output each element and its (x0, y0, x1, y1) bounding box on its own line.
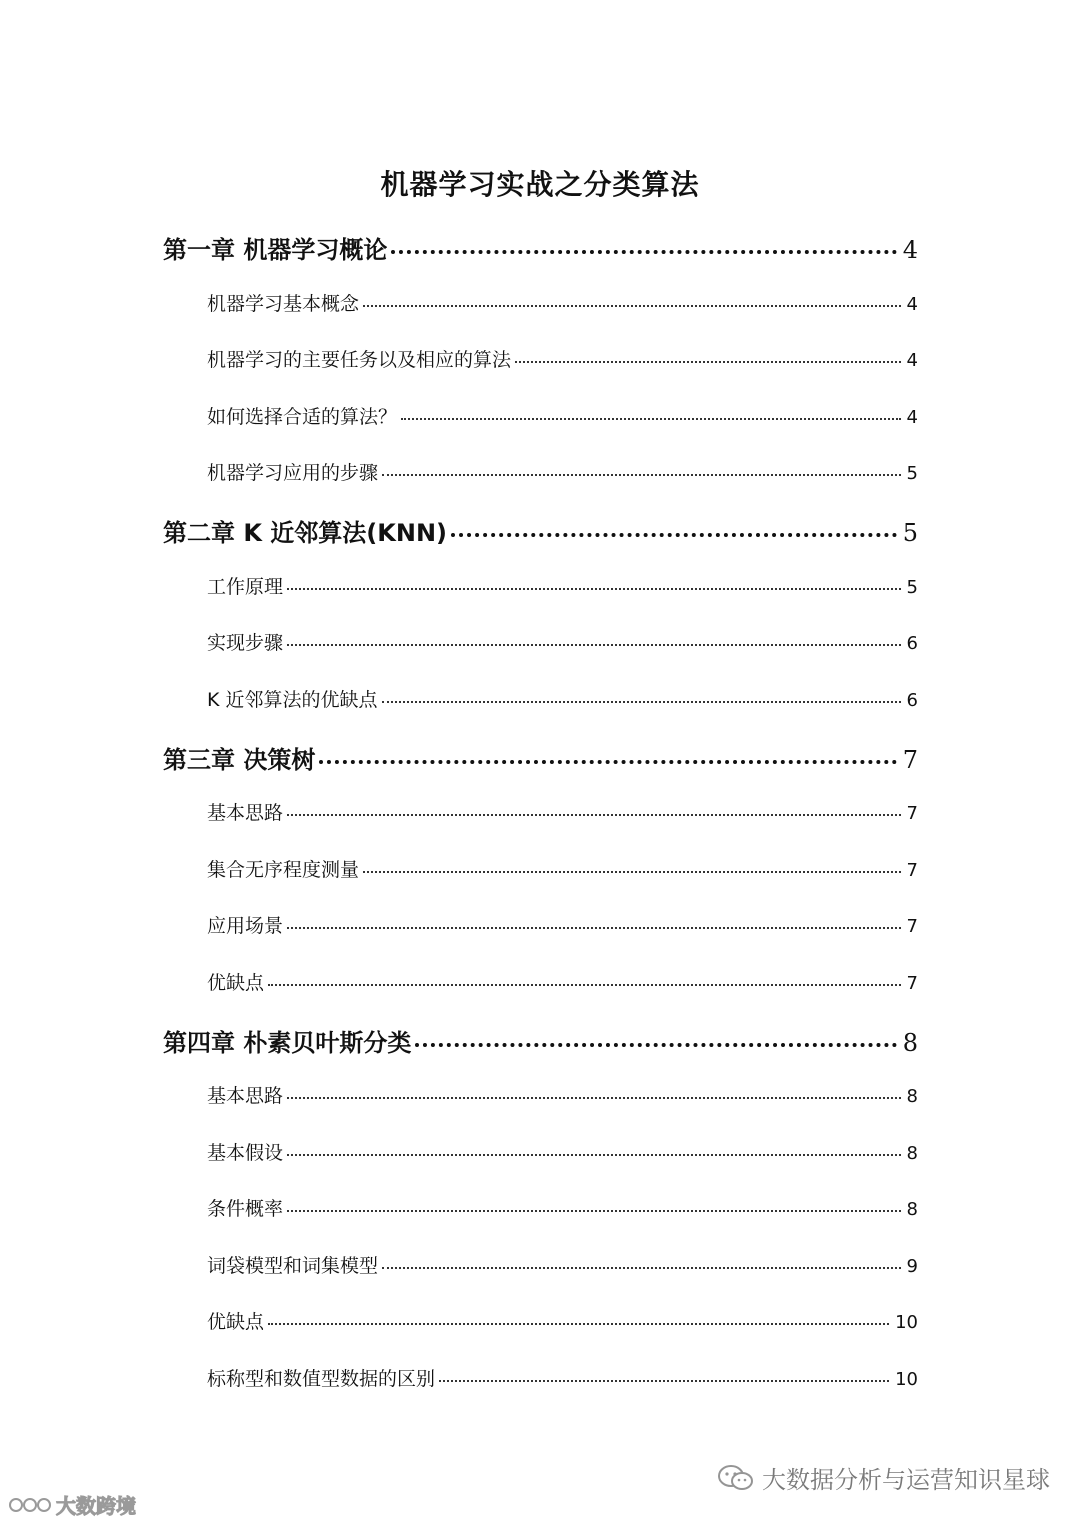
toc-page-number: 5 (906, 463, 918, 484)
toc-leader-dots (363, 871, 901, 873)
toc-chapter-3[interactable] (163, 740, 918, 775)
toc-section[interactable] (207, 1081, 918, 1108)
toc-section[interactable] (207, 798, 918, 825)
toc-section[interactable] (207, 458, 918, 485)
toc-leader-dots (287, 814, 901, 816)
toc-section-label: 基本假设 (207, 1142, 284, 1164)
toc-section-label: 机器学习基本概念 (207, 293, 360, 315)
toc-section-label: 优缺点 (207, 972, 265, 994)
toc-leader-dots (439, 1380, 889, 1382)
toc-section[interactable] (207, 968, 918, 995)
toc-leader-dots (401, 418, 901, 420)
toc-section[interactable] (207, 345, 918, 372)
toc-section-label: K 近邻算法的优缺点 (207, 689, 378, 711)
watermark-text: 大数据分析与运营知识星球 (762, 1466, 1050, 1494)
toc-section[interactable] (207, 855, 918, 882)
toc-leader-dots (287, 1154, 901, 1156)
toc-page-number: 6 (906, 690, 918, 711)
toc-page-number: 8 (906, 1143, 918, 1164)
toc-section[interactable] (207, 1251, 918, 1278)
toc-page-number: 7 (906, 860, 918, 881)
toc-page-number: 7 (906, 803, 918, 824)
toc-section[interactable] (207, 289, 918, 316)
watermark-logo-text: 大数跨境 (56, 1494, 136, 1518)
toc-leader-dots (382, 474, 901, 476)
toc-leader-dots (382, 1267, 901, 1269)
toc-section-label: 集合无序程度测量 (207, 859, 360, 881)
toc-page-number: 10 (895, 1312, 918, 1333)
toc-leader-dots (287, 644, 901, 646)
page-title: 机器学习实战之分类算法 (380, 168, 700, 201)
toc-leader-dots (382, 701, 901, 703)
toc-section-label: 应用场景 (207, 915, 284, 937)
toc-section[interactable] (207, 1138, 918, 1165)
toc-section[interactable] (207, 1194, 918, 1221)
toc-section-label: 标称型和数值型数据的区别 (207, 1368, 436, 1390)
logo-icon (8, 1494, 52, 1516)
toc-section-label: 条件概率 (207, 1198, 284, 1220)
toc-leader-dots (287, 588, 901, 590)
watermark-logo (8, 1490, 136, 1519)
toc-section[interactable] (207, 572, 918, 599)
toc-page-number: 4 (906, 350, 918, 371)
watermark-source (716, 1460, 1050, 1495)
toc-section-label: 基本思路 (207, 802, 284, 824)
toc-page-number: 8 (906, 1199, 918, 1220)
toc-section[interactable] (207, 1307, 918, 1334)
toc-leader-dots (287, 1097, 901, 1099)
toc-chapter-label: 第二章 K 近邻算法(KNN) (163, 519, 448, 547)
toc-page-number: 7 (906, 916, 918, 937)
toc-chapter-4[interactable] (163, 1023, 918, 1058)
toc-section[interactable] (207, 628, 918, 655)
toc-leader-dots (415, 1043, 896, 1047)
toc-section[interactable] (207, 1364, 918, 1391)
toc-chapter-label: 第三章 决策树 (163, 746, 316, 774)
toc-leader-dots (391, 250, 896, 254)
toc-section[interactable] (207, 402, 918, 429)
toc-page-number: 7 (906, 973, 918, 994)
toc-section-label: 机器学习应用的步骤 (207, 462, 379, 484)
toc-page-number: 6 (906, 633, 918, 654)
toc-section-label: 如何选择合适的算法？ (207, 406, 398, 428)
toc-page-number: 10 (895, 1369, 918, 1390)
toc-section-label: 机器学习的主要任务以及相应的算法 (207, 349, 512, 371)
toc-page-number: 4 (906, 407, 918, 428)
toc-section-label: 词袋模型和词集模型 (207, 1255, 379, 1277)
toc-page-number: 8 (902, 1029, 918, 1057)
toc-leader-dots (319, 760, 896, 764)
toc-page-number: 5 (906, 577, 918, 598)
toc-page-number: 5 (902, 519, 918, 547)
toc-leader-dots (287, 927, 901, 929)
toc-section-label: 实现步骤 (207, 632, 284, 654)
toc-leader-dots (363, 305, 901, 307)
wechat-icon (716, 1463, 756, 1493)
toc-chapter-2[interactable] (163, 513, 918, 548)
toc-section[interactable] (207, 911, 918, 938)
toc-page-number: 7 (902, 746, 918, 774)
toc-section[interactable] (207, 685, 918, 712)
toc-page-number: 4 (906, 294, 918, 315)
toc-leader-dots (268, 1323, 889, 1325)
toc-leader-dots (268, 984, 901, 986)
toc-leader-dots (515, 361, 901, 363)
toc-chapter-1[interactable] (163, 230, 918, 265)
toc-leader-dots (451, 533, 897, 537)
toc-chapter-label: 第一章 机器学习概论 (163, 236, 388, 264)
toc-chapter-label: 第四章 朴素贝叶斯分类 (163, 1029, 412, 1057)
toc-page-number: 9 (906, 1256, 918, 1277)
toc-page-number: 8 (906, 1086, 918, 1107)
toc-section-label: 工作原理 (207, 576, 284, 598)
toc-leader-dots (287, 1210, 901, 1212)
toc-section-label: 基本思路 (207, 1085, 284, 1107)
toc-page-number: 4 (902, 236, 918, 264)
toc-section-label: 优缺点 (207, 1311, 265, 1333)
